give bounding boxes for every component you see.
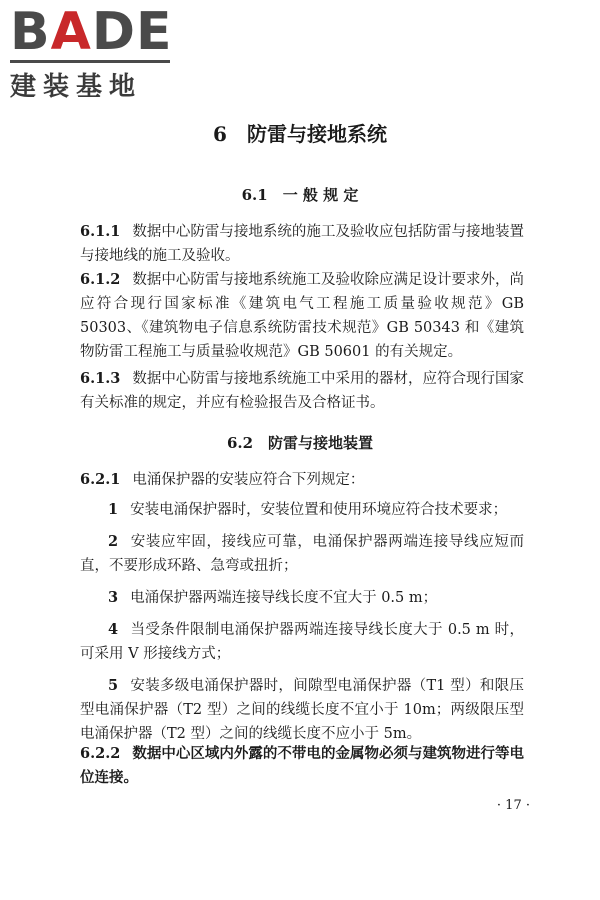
clause-text: 数据中心区域内外露的不带电的金属物必须与建筑物进行等电位连接。 (80, 745, 524, 786)
clause-number: 6.1.1 (80, 223, 121, 240)
list-item: 1 安装电涌保护器时，安装位置和使用环境应符合技术要求； (108, 501, 508, 518)
clause-text: 数据中心防雷与接地系统施工及验收除应满足设计要求外，尚应符合现行国家标准《建筑电气工程施工质量验收规范》GB 50303、《建筑物电子信息系统防雷技术规范》GB 50343 和《建筑物防雷工程施工与质量验收规范》GB 50601 的有关规定。 (80, 272, 524, 360)
section-title-6-2: 6.2 防雷与接地装置 (226, 434, 374, 452)
list-item: 3 电涌保护器两端连接导线长度不宜大于 0.5 m； (108, 589, 438, 606)
clause-intro: 电涌保护器的安装应符合下列规定： (132, 472, 365, 488)
clause-text: 数据中心防雷与接地系统施工中采用的器材，应符合现行国家有关标准的规定，并应有检验报告及合格证书。 (80, 371, 524, 411)
clause-6-1-3 (80, 367, 524, 415)
logo-wordmark: BADE (10, 2, 173, 62)
list-item: 5 安装多级电涌保护器时，间隙型电涌保护器（T1 型）和限压型电涌保护器（T2 型）之间的线缆长度不宜小于 10m；两级限压型电涌保护器（T2 型）之间的线缆长度不应小于 5m。 (80, 677, 524, 742)
clause-number: 6.2.1 (80, 471, 121, 488)
clause-6-2-1 (80, 468, 524, 746)
clause-6-1-1 (80, 220, 524, 268)
brand-logo (10, 2, 175, 103)
clause-number: 6.1.3 (80, 370, 121, 387)
section-title-6-1: 6.1 一 般 规 定 (241, 186, 359, 204)
clause-number: 6.2.2 (80, 745, 121, 762)
list-item: 4 当受条件限制电涌保护器两端连接导线长度大于 0.5 m 时，可采用 V 形接线方式； (80, 621, 524, 662)
logo-subtitle: 建装基地 (10, 72, 143, 102)
clause-item-list (80, 498, 524, 746)
clause-6-2-2 (80, 742, 524, 790)
clause-number: 6.1.2 (80, 271, 121, 288)
chapter-title: 6 防雷与接地系统 (213, 122, 387, 146)
clause-text: 数据中心防雷与接地系统的施工及验收应包括防雷与接地装置与接地线的施工及验收。 (80, 224, 524, 264)
page-number: · 17 · (496, 798, 530, 813)
list-item: 2 安装应牢固，接线应可靠，电涌保护器两端连接导线应短而直，不要形成环路、急弯或扭折； (80, 533, 524, 574)
clause-6-1-2 (80, 268, 524, 364)
